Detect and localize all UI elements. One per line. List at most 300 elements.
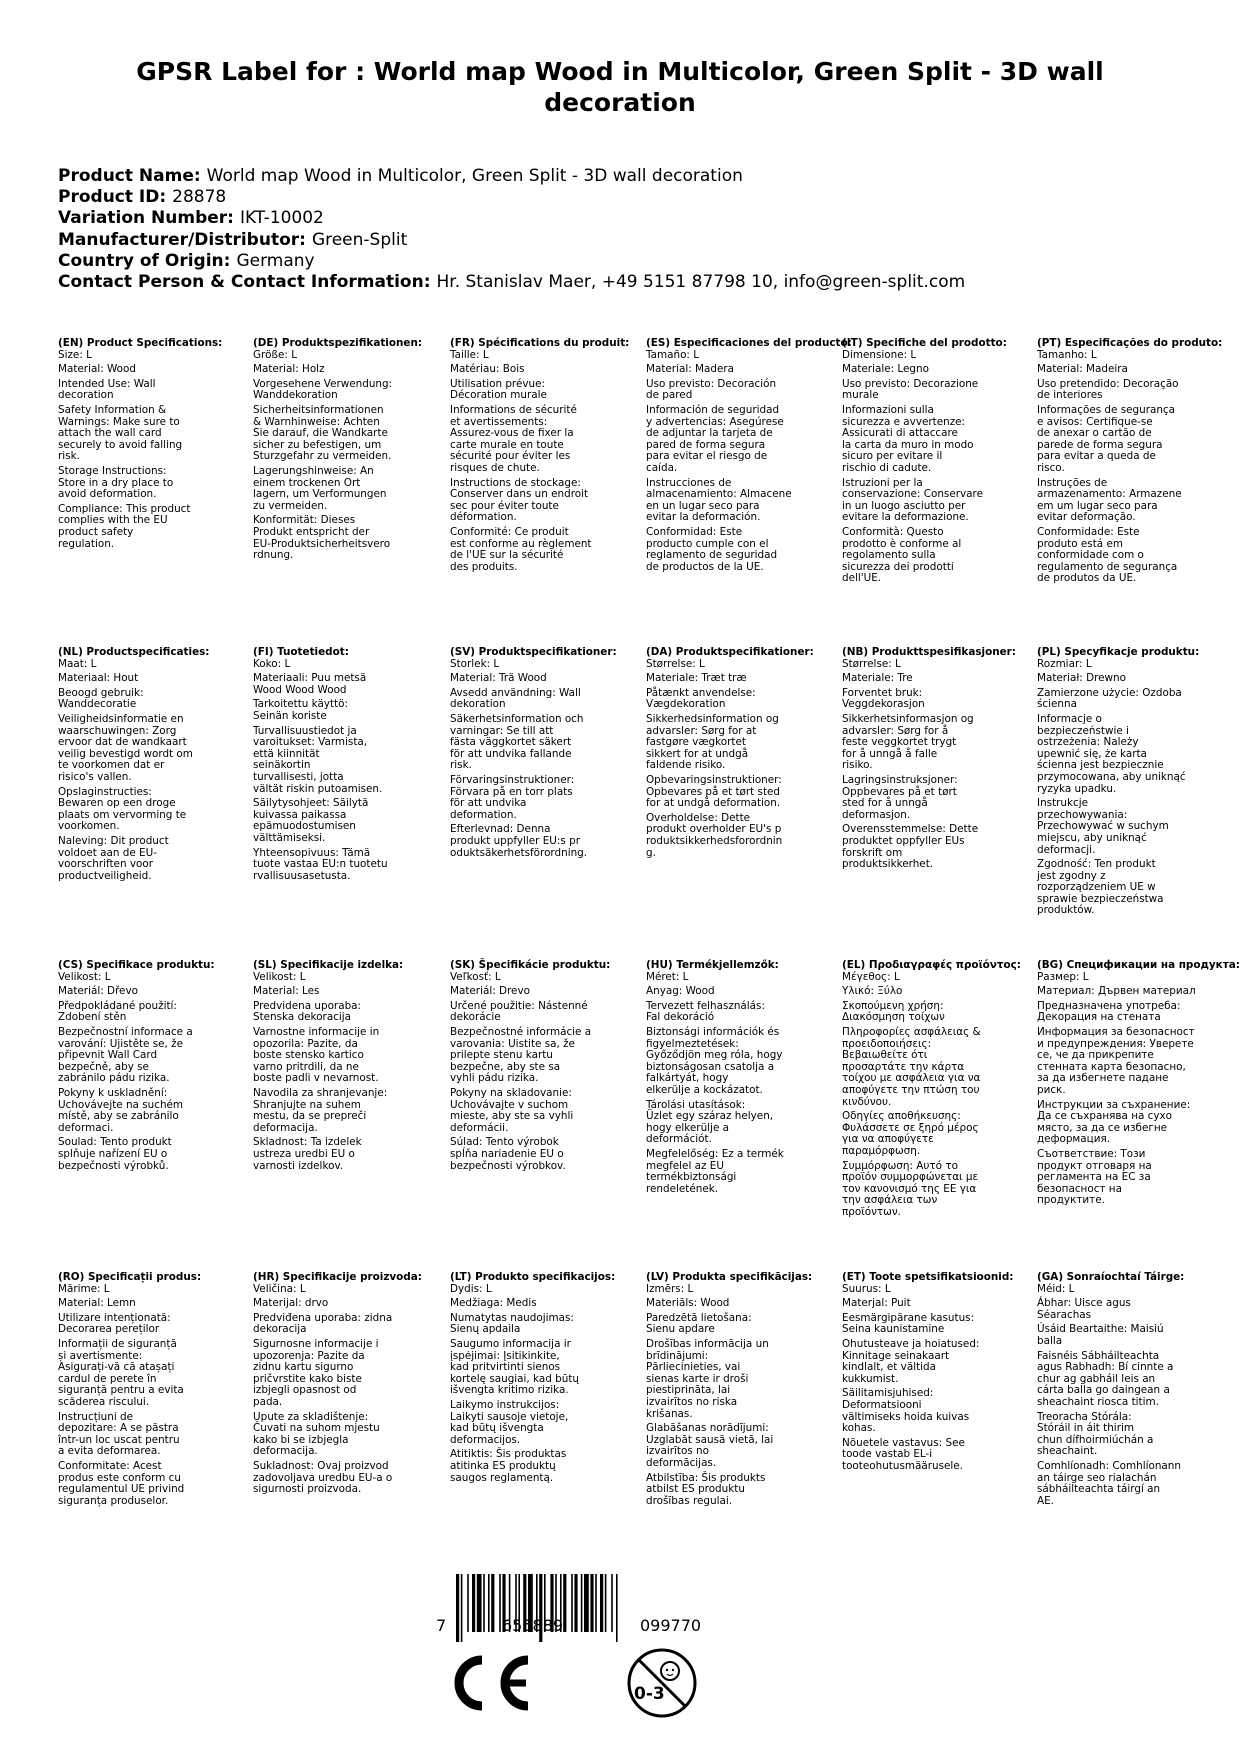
spec-line: piestiprināta, lai <box>646 1384 731 1397</box>
spec-line: epämuodostumisen <box>253 820 356 833</box>
spec-line: Varnostne informacije in <box>253 1025 380 1038</box>
spec-line: Conformidad: Este <box>646 525 743 538</box>
spec-line: faldende risiko. <box>646 759 726 772</box>
spec-block <box>253 338 453 562</box>
spec-line: dell'UE. <box>842 572 882 585</box>
spec-block <box>646 647 846 859</box>
spec-line: securely to avoid falling <box>58 438 183 451</box>
spec-line: te voorkomen dat er <box>58 759 165 772</box>
barcode-bar <box>456 1574 459 1642</box>
spec-line: Wanddekoration <box>253 389 338 402</box>
spec-line: Størrelse: L <box>842 657 901 670</box>
spec-line: Uso previsto: Decorazione <box>842 377 979 390</box>
barcode-bar <box>581 1574 583 1632</box>
spec-line: Megfelelőség: Ez a termék <box>646 1147 784 1160</box>
spec-line: des produits. <box>450 560 518 573</box>
spec-line: Διακόσμηση τοίχων <box>842 1011 945 1024</box>
spec-header: (CS) Specifikace produktu: <box>58 959 215 971</box>
spec-line: și avertismente: <box>58 1349 143 1362</box>
spec-line: Avsedd användning: Wall <box>450 686 581 699</box>
spec-line: ostrzeżenia: Należy <box>1037 736 1139 749</box>
spec-line: Wanddecoratie <box>58 698 137 711</box>
spec-line: įspėjimai: Įsitikinkite, <box>450 1349 560 1362</box>
spec-line: Navodila za shranjevanje: <box>253 1086 388 1099</box>
spec-line: Seinän koriste <box>253 709 327 722</box>
spec-line: Skladnost: Ta izdelek <box>253 1136 362 1149</box>
spec-line: Beoogd gebruik: <box>58 686 144 699</box>
spec-header: (DA) Produktspecifikationer: <box>646 646 814 658</box>
spec-line: připevnit Wall Card <box>58 1049 158 1062</box>
spec-line: Laikyti sausoje vietoje, <box>450 1410 569 1423</box>
spec-header: (BG) Спецификации на продукта: <box>1037 959 1240 971</box>
spec-line: Informações de segurança <box>1037 403 1176 416</box>
spec-line: Φυλάσσετε σε ξηρό μέρος <box>842 1121 979 1134</box>
spec-line: Intended Use: Wall <box>58 377 156 390</box>
spec-line: voorkomen. <box>58 820 120 833</box>
spec-block <box>646 1272 846 1507</box>
spec-line: Předpokládané použití: <box>58 999 177 1012</box>
spec-line: Shranjujte na suhem <box>253 1098 361 1111</box>
spec-header: (PT) Especificações do produto: <box>1037 337 1223 349</box>
barcode-bar <box>472 1574 475 1632</box>
spec-line: риск. <box>1037 1083 1066 1096</box>
spec-header: (DE) Produktspezifikationen: <box>253 337 422 349</box>
spec-line: reglamento de seguridad <box>646 549 778 562</box>
spec-block <box>450 647 650 859</box>
spec-line: Méret: L <box>646 970 689 983</box>
spec-line: Sikkerhedsinformation og <box>646 712 779 725</box>
spec-line: Instrukcje <box>1037 797 1089 810</box>
spec-line: jest zgodny z <box>1037 869 1106 882</box>
spec-line: megfelel az EU <box>646 1159 724 1172</box>
spec-line: lagern, um Verformungen <box>253 488 387 501</box>
spec-line: roduktsikkerhedsforordnin <box>646 834 783 847</box>
barcode-bar <box>488 1574 490 1632</box>
spec-line: prodotto è conforme al <box>842 537 962 550</box>
spec-line: varovania: Uistite sa, že <box>450 1037 575 1050</box>
spec-line: Wood Wood Wood <box>253 683 347 696</box>
spec-header: (SK) Špecifikácie produktu: <box>450 959 611 971</box>
spec-line: Utilisation prévue: <box>450 377 545 390</box>
spec-line: Tamaño: L <box>646 348 700 361</box>
spec-line: turvallisesti, jotta <box>253 770 344 783</box>
page-title: GPSR Label for : World map Wood in Multicolor, Green Split - 3D wall decoration <box>136 57 1104 117</box>
spec-line: Séarachas <box>1037 1308 1092 1321</box>
spec-line: Rozmiar: L <box>1037 657 1092 670</box>
spec-header: (LV) Produkta specifikācijas: <box>646 1271 813 1283</box>
spec-line: Material: Holz <box>253 363 325 376</box>
spec-line: Deformatsiooni <box>842 1398 922 1411</box>
spec-line: sicurezza dei prodotti <box>842 560 954 573</box>
spec-line: produktsikkerhet. <box>842 858 934 871</box>
spec-line: Produkt entspricht der <box>253 525 370 538</box>
barcode-bar <box>491 1574 494 1632</box>
spec-line: и предупреждения: Уверете <box>1037 1037 1194 1050</box>
spec-line: Materiał: Drewno <box>1037 672 1126 685</box>
spec-line: przymocowana, aby uniknąć <box>1037 770 1186 783</box>
spec-line: voldoet aan de EU- <box>58 846 157 859</box>
spec-line: sécurité pour éviter les <box>450 450 571 463</box>
ce-mark-icon <box>448 1652 534 1714</box>
spec-line: rvallisuusasetusta. <box>253 869 351 882</box>
spec-line: ervoor dat de wandkaart <box>58 736 187 749</box>
spec-line: Instructions de stockage: <box>450 476 581 489</box>
spec-line: Opbevares på et tørt sted <box>646 785 781 798</box>
spec-line: Storlek: L <box>450 657 500 670</box>
age-range-label: 0-3 <box>634 1684 665 1704</box>
spec-line: Lagringsinstruksjoner: <box>842 773 958 786</box>
spec-line: стенната карта безопасно, <box>1037 1060 1186 1073</box>
spec-line: Förvaringsinstruktioner: <box>450 773 575 786</box>
spec-line: Store in a dry place to <box>58 476 174 489</box>
barcode-bar <box>605 1574 607 1632</box>
spec-block <box>842 338 1042 585</box>
spec-line: Sienu apdare <box>646 1323 715 1336</box>
spec-line: Úsáid Beartaithe: Maisiú <box>1037 1323 1164 1336</box>
spec-line: de l'UE sur la sécurité <box>450 549 564 562</box>
spec-line: falkártyát, hogy <box>646 1072 729 1085</box>
spec-line: Saugumo informacija ir <box>450 1337 571 1350</box>
spec-line: pričvrstite kako biste <box>253 1372 362 1385</box>
spec-line: Materiál: Drevo <box>450 985 530 998</box>
spec-line: para evitar el riesgo de <box>646 450 768 463</box>
spec-line: Ábhar: Uisce agus <box>1037 1297 1131 1310</box>
spec-line: atbilst ES produktu <box>646 1483 745 1496</box>
spec-line: kukkumist. <box>842 1372 899 1385</box>
spec-line: Veličina: L <box>253 1282 306 1295</box>
spec-line: sheachaint. <box>1037 1445 1098 1458</box>
spec-line: evitar deformação. <box>1037 511 1136 524</box>
spec-line: Sikkerhetsinformasjon og <box>842 712 974 725</box>
spec-line: Størrelse: L <box>646 657 705 670</box>
spec-line: risco. <box>1037 461 1065 474</box>
barcode-bar <box>571 1574 573 1632</box>
spec-line: est conforme au règlement <box>450 537 592 550</box>
spec-line: regolamento sulla <box>842 549 936 562</box>
spec-line: deformācijas. <box>646 1456 717 1469</box>
spec-header: (ET) Toote spetsifikatsioonid: <box>842 1271 1014 1283</box>
spec-line: kako bi se izbjegla <box>253 1433 349 1446</box>
spec-line: de productos de la UE. <box>646 560 764 573</box>
spec-line: zu vermeiden. <box>253 499 328 512</box>
spec-header: (IT) Specifiche del prodotto: <box>842 337 1007 349</box>
spec-line: για να αποφύγετε <box>842 1133 934 1146</box>
spec-line: murale <box>842 389 879 402</box>
spec-line: Material: Lemn <box>58 1297 136 1310</box>
spec-line: spĺňa nariadenie EU o <box>450 1147 564 1160</box>
spec-header: (NB) Produkttspesifikasjoner: <box>842 646 1016 658</box>
spec-line: sec pour éviter toute <box>450 499 559 512</box>
spec-line: forskrift om <box>842 846 903 859</box>
spec-line: Veiligheidsinformatie en <box>58 712 184 725</box>
spec-line: a evita deformarea. <box>58 1445 161 1458</box>
spec-line: Zgodność: Ten produkt <box>1037 858 1156 871</box>
spec-line: produkt overholder EU's p <box>646 823 782 836</box>
info-contact: Contact Person & Contact Information: Hr. Stanislav Maer, +49 5151 87798 10, info@green-split.com <box>58 272 966 293</box>
spec-line: Velikost: L <box>58 970 111 983</box>
spec-line: för att undvika fallande <box>450 747 572 760</box>
spec-line: cardul de perete în <box>58 1372 157 1385</box>
spec-line: fästa väggkortet säkert <box>450 736 572 749</box>
spec-line: produs este conform cu <box>58 1471 181 1484</box>
spec-line: armazenamento: Armazene <box>1037 488 1182 501</box>
spec-line: безопасност на <box>1037 1182 1122 1195</box>
spec-line: deformasjon. <box>842 808 911 821</box>
spec-line: prilepte stenu kartu <box>450 1049 553 1062</box>
spec-line: veilig bevestigd wordt om <box>58 747 193 760</box>
spec-line: de adjuntar la tarjeta de <box>646 427 773 440</box>
spec-line: Veľkosť: L <box>450 970 501 983</box>
spec-line: într-un loc uscat pentru <box>58 1433 180 1446</box>
spec-line: déformation. <box>450 511 517 524</box>
spec-line: Zamierzone użycie: Ozdoba <box>1037 686 1182 699</box>
spec-line: Utilizare intenționată: <box>58 1311 171 1324</box>
spec-line: ścienna jest bezpiecznie <box>1037 759 1164 772</box>
spec-line: Materiál: Dřevo <box>58 985 138 998</box>
spec-line: avoid deformation. <box>58 488 157 501</box>
spec-line: Materiāls: Wood <box>646 1297 730 1310</box>
spec-line: rdnung. <box>253 549 294 562</box>
spec-line: para evitar a queda de <box>1037 450 1156 463</box>
spec-line: Eesmärgipärane kasutus: <box>842 1311 975 1324</box>
spec-line: Size: L <box>58 348 92 361</box>
spec-line: chun dífhoirmiúchán a <box>1037 1433 1154 1446</box>
spec-line: attach the wall card <box>58 427 162 440</box>
spec-block <box>253 647 453 882</box>
spec-line: de interiores <box>1037 389 1103 402</box>
spec-line: termékbiztonsági <box>646 1171 737 1184</box>
spec-line: EU-Produktsicherheitsvero <box>253 537 391 550</box>
spec-line: boste padli v nevarnost. <box>253 1072 379 1085</box>
spec-header: (GA) Sonraíochtaí Táirge: <box>1037 1271 1185 1283</box>
spec-line: varování: Ujistěte se, že <box>58 1037 183 1050</box>
spec-line: Sienų apdaila <box>450 1323 521 1336</box>
spec-header: (HR) Specifikacije proizvoda: <box>253 1271 422 1283</box>
spec-line: Méid: L <box>1037 1282 1075 1295</box>
spec-line: продуктите. <box>1037 1194 1105 1207</box>
spec-line: Overensstemmelse: Dette <box>842 823 979 836</box>
spec-line: Opslaginstructies: <box>58 785 152 798</box>
spec-line: ustreza uredbi EU o <box>253 1147 355 1160</box>
spec-line: Tarkoitettu käyttö: <box>253 698 349 711</box>
spec-line: Glabāšanas norādījumi: <box>646 1422 769 1435</box>
spec-block <box>450 338 650 573</box>
spec-line: sábháilteachta táirgí an <box>1037 1483 1161 1496</box>
spec-line: varningar: Se till att <box>450 724 554 737</box>
spec-line: продукт отговаря на <box>1037 1159 1152 1172</box>
spec-line: ryzyka upadku. <box>1037 782 1117 795</box>
spec-line: bezpečně, aby se <box>58 1060 149 1073</box>
spec-line: Υλικό: Ξύλο <box>842 985 903 998</box>
spec-line: Atitiktis: Šis produktas <box>450 1448 567 1461</box>
spec-line: място, за да се избегне <box>1037 1121 1167 1134</box>
spec-line: välttämiseksi. <box>253 831 326 844</box>
spec-line: Sigurnosne informacije i <box>253 1337 379 1350</box>
spec-line: Nõuetele vastavus: See <box>842 1436 965 1449</box>
spec-line: siguranța produselor. <box>58 1494 169 1507</box>
spec-line: Suurus: L <box>842 1282 891 1295</box>
spec-line: et avertissements: <box>450 415 548 428</box>
spec-line: Påtænkt anvendelse: <box>646 686 756 699</box>
spec-line: dekorácie <box>450 1011 501 1024</box>
spec-line: dekoracija <box>253 1323 307 1336</box>
spec-line: Taille: L <box>450 348 489 361</box>
spec-line: Materiaali: Puu metsä <box>253 672 367 685</box>
spec-block <box>1037 338 1237 585</box>
spec-line: deformációt. <box>646 1133 712 1146</box>
spec-line: Материал: Дървен материал <box>1037 985 1196 998</box>
spec-header: (FI) Tuotetiedot: <box>253 646 349 658</box>
spec-line: zadovoljava uredbu EU-a o <box>253 1471 393 1484</box>
spec-line: rozporządzeniem UE w <box>1037 881 1156 894</box>
spec-line: kohas. <box>842 1422 876 1435</box>
spec-line: varno pritrdili, da ne <box>253 1060 359 1073</box>
spec-line: προϊόν συμμορφώνεται με <box>842 1171 979 1184</box>
spec-line: Matériau: Bois <box>450 363 525 376</box>
barcode-bar <box>590 1574 593 1632</box>
barcode-bar <box>616 1574 618 1642</box>
spec-header: (ES) Especificaciones del producto: <box>646 337 852 349</box>
spec-line: oduktsäkerhetsförordning. <box>450 846 588 859</box>
spec-line: regulamento de segurança <box>1037 560 1178 573</box>
info-country-of-origin: Country of Origin: Germany <box>58 250 315 271</box>
spec-line: Asigurați-vă că atașați <box>58 1361 175 1374</box>
spec-line: Materijal: drvo <box>253 1297 329 1310</box>
spec-line: Säilytysohjeet: Säilytä <box>253 797 369 810</box>
spec-line: zidnu kartu sigurno <box>253 1361 354 1374</box>
spec-line: Numatytas naudojimas: <box>450 1311 574 1324</box>
barcode-digit-left: 7 <box>436 1616 447 1635</box>
spec-header: (LT) Produkto specifikacijos: <box>450 1271 616 1283</box>
not-for-children-0-3-icon <box>626 1647 698 1719</box>
spec-line: Tárolási utasítások: <box>646 1098 746 1111</box>
spec-line: išvengta kritimo rizika. <box>450 1384 569 1397</box>
barcode-digits-right: 099770 <box>640 1616 702 1635</box>
spec-line: Förvara på en torr plats <box>450 785 573 798</box>
spec-line: siguranță pentru a evita <box>58 1384 184 1397</box>
spec-line: Οδηγίες αποθήκευσης: <box>842 1110 961 1123</box>
spec-line: advarsler: Sørg for å <box>842 724 949 737</box>
spec-line: Instrucțiuni de <box>58 1410 134 1423</box>
spec-line: Materiale: Tre <box>842 672 913 685</box>
spec-line: Vorgesehene Verwendung: <box>253 377 393 390</box>
spec-line: pada. <box>253 1395 283 1408</box>
spec-line: Декорация на стената <box>1037 1011 1161 1024</box>
spec-line: Maat: L <box>58 657 97 670</box>
spec-line: Pārliecinieties, vai <box>646 1361 741 1374</box>
spec-line: τον κανονισμό της ΕΕ για <box>842 1182 977 1195</box>
spec-line: elkerülje a kockázatot. <box>646 1083 763 1096</box>
spec-block <box>58 647 258 882</box>
spec-line: vältät riskin putoamisen. <box>253 782 383 795</box>
spec-line: plaats om vervorming te <box>58 808 187 821</box>
spec-line: Conformitate: Acest <box>58 1459 162 1472</box>
spec-line: Lagerungshinweise: An <box>253 464 374 477</box>
spec-line: brīdinājumi: <box>646 1349 709 1362</box>
spec-line: fastgøre vægkortet <box>646 736 746 749</box>
spec-line: Säilitamisjuhised: <box>842 1387 934 1400</box>
spec-line: for å unngå å falle <box>842 747 938 760</box>
spec-line: deformation. <box>450 808 517 821</box>
spec-line: rendeletének. <box>646 1182 719 1195</box>
spec-line: izvairītos no riska <box>646 1395 738 1408</box>
spec-line: Sicherheitsinformationen <box>253 403 384 416</box>
spec-line: τοίχου με ασφάλεια για να <box>842 1072 981 1085</box>
spec-header: (HU) Termékjellemzők: <box>646 959 779 971</box>
spec-line: Sturzgefahr zu vermeiden. <box>253 450 392 463</box>
spec-line: Πληροφορίες ασφάλειας & <box>842 1025 981 1038</box>
spec-line: in un luogo asciutto per <box>842 499 966 512</box>
spec-line: προϊόντων. <box>842 1205 901 1218</box>
spec-block <box>58 1272 258 1507</box>
spec-line: producto cumple con el <box>646 537 769 550</box>
spec-line: deformacijos. <box>450 1433 521 1446</box>
spec-line: risk. <box>450 759 472 772</box>
spec-line: Przechowywać w suchym <box>1037 820 1169 833</box>
spec-line: Materiaal: Hout <box>58 672 139 685</box>
spec-header: (SV) Produktspecifikationer: <box>450 646 617 658</box>
spec-line: Kinnitage seinakaart <box>842 1349 950 1362</box>
spec-line: Overholdelse: Dette <box>646 811 751 824</box>
product-info <box>58 166 965 293</box>
spec-line: advarsler: Sørg for at <box>646 724 757 737</box>
spec-line: Dimensione: L <box>842 348 917 361</box>
spec-line: Materiale: Træt træ <box>646 672 747 685</box>
barcode-bar <box>600 1574 603 1632</box>
spec-line: místě, aby se zabránilo <box>58 1110 179 1123</box>
spec-line: Faisnéis Sábháilteachta <box>1037 1349 1160 1362</box>
spec-line: deformacija. <box>253 1445 318 1458</box>
spec-line: & Warnhinweise: Achten <box>253 415 380 428</box>
spec-line: Uzglabāt sausā vietā, lai <box>646 1433 774 1446</box>
spec-line: conformidade com o <box>1037 549 1144 562</box>
spec-line: mestu, da se prepreči <box>253 1110 367 1123</box>
spec-line: kad pritvirtinti sienos <box>450 1361 561 1374</box>
spec-line: Tervezett felhasználás: <box>646 999 765 1012</box>
spec-line: deformácii. <box>450 1121 509 1134</box>
spec-line: Uchovávajte v suchom <box>450 1098 569 1111</box>
spec-line: Warnings: Make sure to <box>58 415 180 428</box>
spec-line: biztonságosan csatolja a <box>646 1060 775 1073</box>
spec-line: Paredzētā lietošana: <box>646 1311 752 1324</box>
spec-line: miejscu, aby uniknąć <box>1037 831 1147 844</box>
spec-line: Safety Information & <box>58 403 167 416</box>
barcode-bar <box>563 1574 566 1632</box>
spec-line: sted for å unngå <box>842 797 928 810</box>
spec-line: ścienna <box>1037 698 1077 711</box>
spec-line: izvairītos no <box>646 1445 709 1458</box>
info-product-id: Product ID: 28878 <box>58 187 227 208</box>
spec-line: opozorila: Pazite, da <box>253 1037 358 1050</box>
spec-line: przechowywania: <box>1037 808 1128 821</box>
spec-block <box>450 1272 650 1484</box>
spec-line: Győződjön meg róla, hogy <box>646 1049 783 1062</box>
spec-line: kortelę saugiai, kad būtų <box>450 1372 579 1385</box>
spec-line: Ohutusteave ja hoiatused: <box>842 1337 980 1350</box>
spec-line: Zdobení stěn <box>58 1011 127 1024</box>
spec-line: Pokyny na skladovanie: <box>450 1086 572 1099</box>
spec-line: sienas karte ir droši <box>646 1372 749 1385</box>
spec-line: Materiale: Legno <box>842 363 929 376</box>
spec-line: deformacji. <box>1037 843 1096 856</box>
barcode-bar <box>483 1574 485 1632</box>
spec-line: Sie darauf, die Wandkarte <box>253 427 388 440</box>
spec-line: conservazione: Conservare <box>842 488 983 501</box>
spec-line: αποφύγετε την πτώση του <box>842 1083 980 1096</box>
spec-line: Laikymo instrukcijos: <box>450 1398 560 1411</box>
spec-block <box>253 960 453 1172</box>
spec-line: Forventet bruk: <box>842 686 923 699</box>
